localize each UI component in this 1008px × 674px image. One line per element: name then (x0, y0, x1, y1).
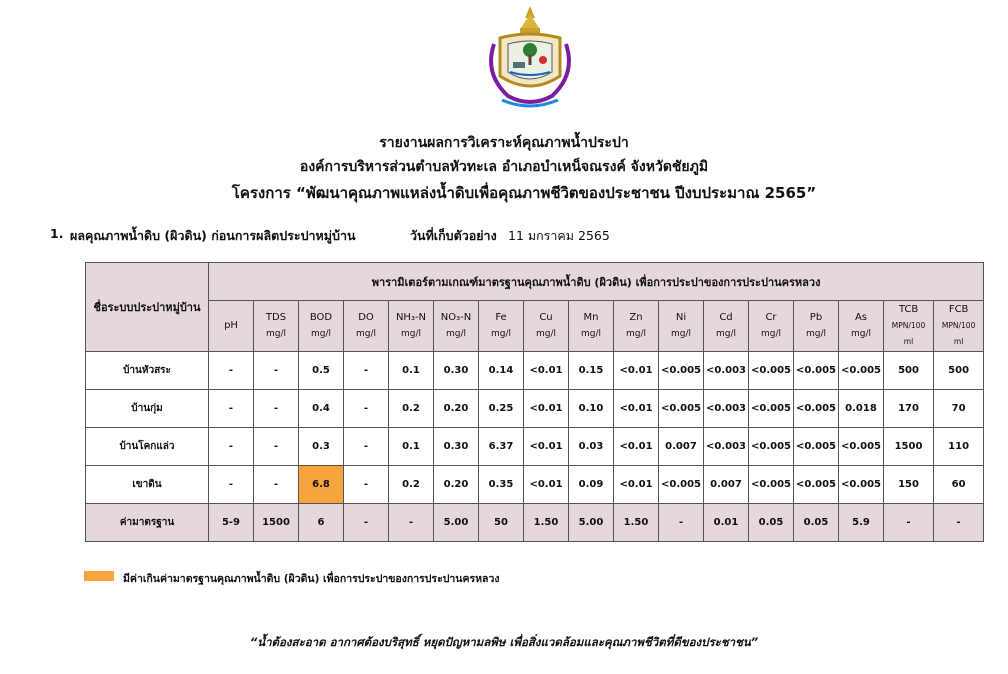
table-cell: <0.005 (839, 466, 884, 504)
parameter-unit: mg/l (625, 329, 646, 339)
sampling-date-label: วันที่เก็บตัวอย่าง (410, 228, 497, 243)
standard-value: 1500 (254, 504, 299, 542)
parameter-header (254, 301, 299, 352)
parameter-unit: mg/l (490, 329, 511, 339)
table-cell: 1500 (884, 428, 934, 466)
table-cell: <0.01 (614, 390, 659, 428)
table-cell: 0.14 (479, 352, 524, 390)
table-cell: 0.018 (839, 390, 884, 428)
table-cell: 0.25 (479, 390, 524, 428)
parameter-group-header: พารามิเตอร์ตามเกณฑ์มาตรฐานคุณภาพน้ำดิบ (ผิวดิน) เพื่อการประปาของการประปานครหลวง (209, 263, 984, 301)
parameter-name: As (854, 312, 868, 323)
parameter-name: Zn (629, 312, 643, 323)
table-row (86, 428, 984, 466)
standard-value: 0.01 (704, 504, 749, 542)
standard-value: 50 (479, 504, 524, 542)
parameter-unit: mg/l (355, 329, 376, 339)
table-cell: 0.20 (434, 466, 479, 504)
parameter-name: Cd (719, 312, 733, 323)
section-number: 1. (50, 226, 64, 241)
slogan: “น้ำต้องสะอาด อากาศต้องบริสุทธิ์ หยุดปัญหามลพิษ เพื่อสิ่งแวดล้อมและคุณภาพชีวิตที่ดีของประชาชน” (249, 635, 759, 649)
parameter-name: Pb (809, 312, 823, 323)
parameter-name: Fe (495, 312, 507, 323)
standard-value: 1.50 (524, 504, 569, 542)
table-cell: <0.005 (749, 352, 794, 390)
section-label: ผลคุณภาพน้ำดิบ (ผิวดิน) ก่อนการผลิตประปาหมู่บ้าน (70, 228, 356, 243)
standard-value: 1.50 (614, 504, 659, 542)
water-quality-table (85, 262, 984, 542)
table-cell: 0.1 (389, 352, 434, 390)
parameter-name: TCB (898, 304, 919, 315)
table-cell: 0.4 (299, 390, 344, 428)
parameter-header (434, 301, 479, 352)
table-cell: 0.20 (434, 390, 479, 428)
parameter-name: NO₃-N (440, 312, 472, 323)
table-cell: - (209, 390, 254, 428)
table-cell: 0.03 (569, 428, 614, 466)
table-cell: <0.01 (524, 466, 569, 504)
parameter-header (749, 301, 794, 352)
parameter-header (659, 301, 704, 352)
parameter-unit: mg/l (760, 329, 781, 339)
table-cell: <0.005 (749, 390, 794, 428)
report-title: รายงานผลการวิเคราะห์คุณภาพน้ำประปา (379, 135, 629, 151)
parameter-header (614, 301, 659, 352)
organization-name: องค์การบริหารส่วนตำบลหัวทะเล อำเภอบำเหน็จณรงค์ จังหวัดชัยภูมิ (299, 159, 709, 175)
table-cell: 0.09 (569, 466, 614, 504)
standard-value: 5.9 (839, 504, 884, 542)
table-cell: 0.007 (659, 428, 704, 466)
standard-value: - (389, 504, 434, 542)
table-cell: - (209, 352, 254, 390)
parameter-unit: mg/l (580, 329, 601, 339)
table-cell: <0.005 (749, 428, 794, 466)
parameter-unit: mg/l (805, 329, 826, 339)
parameter-header (704, 301, 749, 352)
table-cell: 0.5 (299, 352, 344, 390)
parameter-unit: mg/l (445, 329, 466, 339)
table-cell: - (344, 352, 389, 390)
parameter-name: pH (224, 320, 238, 331)
table-cell: 0.2 (389, 466, 434, 504)
table-cell: <0.003 (704, 390, 749, 428)
standard-value: 0.05 (749, 504, 794, 542)
table-cell: - (254, 390, 299, 428)
table-cell: 0.2 (389, 390, 434, 428)
table-row (86, 390, 984, 428)
table-cell: <0.005 (794, 352, 839, 390)
legend-text: มีค่าเกินค่ามาตรฐานคุณภาพน้ำดิบ (ผิวดิน) เพื่อการประปาของการประปานครหลวง (123, 573, 500, 585)
standard-label: ค่ามาตรฐาน (86, 504, 209, 542)
table-cell: <0.01 (524, 352, 569, 390)
table-cell: <0.005 (659, 466, 704, 504)
table-cell: - (209, 466, 254, 504)
table-cell: 0.007 (704, 466, 749, 504)
site-name: บ้านหัวสระ (86, 352, 209, 390)
table-cell: <0.005 (659, 390, 704, 428)
standard-value: - (884, 504, 934, 542)
table-cell: - (209, 428, 254, 466)
table-cell: - (344, 428, 389, 466)
table-cell: <0.01 (614, 352, 659, 390)
table-cell: <0.01 (614, 466, 659, 504)
table-cell: <0.005 (839, 352, 884, 390)
table-cell: <0.005 (794, 390, 839, 428)
parameter-header (839, 301, 884, 352)
parameter-unit: mg/l (715, 329, 736, 339)
standard-value: - (934, 504, 984, 542)
table-cell: <0.01 (524, 428, 569, 466)
sampling-date-value: 11 มกราคม 2565 (508, 228, 610, 243)
table-cell: 70 (934, 390, 984, 428)
table-cell: 110 (934, 428, 984, 466)
standard-value: 6 (299, 504, 344, 542)
table-cell: 0.10 (569, 390, 614, 428)
project-name: โครงการ “พัฒนาคุณภาพแหล่งน้ำดิบเพื่อคุณภาพชีวิตของประชาชน ปีงบประมาณ 2565” (231, 184, 817, 202)
table-cell: - (344, 390, 389, 428)
table-cell: 150 (884, 466, 934, 504)
legend-swatch (84, 571, 114, 581)
table-cell: <0.005 (659, 352, 704, 390)
table-cell: 60 (934, 466, 984, 504)
parameter-header (299, 301, 344, 352)
table-cell: - (254, 466, 299, 504)
table-cell: <0.01 (524, 390, 569, 428)
parameter-name: FCB (948, 304, 969, 315)
standard-value: - (344, 504, 389, 542)
table-cell: 0.15 (569, 352, 614, 390)
table-cell: 0.30 (434, 352, 479, 390)
parameter-name: Ni (675, 312, 687, 323)
table-cell: <0.005 (749, 466, 794, 504)
parameter-header (794, 301, 839, 352)
standard-row (86, 504, 984, 542)
parameter-unit: mg/l (265, 329, 286, 339)
standard-value: 5.00 (434, 504, 479, 542)
table-cell: 500 (884, 352, 934, 390)
table-cell: 6.37 (479, 428, 524, 466)
site-column-header: ชื่อระบบประปาหมู่บ้าน (86, 263, 209, 352)
table-cell: 6.8 (299, 466, 344, 504)
standard-value: 5-9 (209, 504, 254, 542)
table-cell: <0.01 (614, 428, 659, 466)
table-cell: 0.30 (434, 428, 479, 466)
parameter-name: Mn (583, 312, 599, 323)
parameter-unit: ml (903, 337, 914, 346)
parameter-unit: MPN/100 (891, 321, 926, 330)
standard-value: - (659, 504, 704, 542)
parameter-unit: mg/l (310, 329, 331, 339)
table-row (86, 352, 984, 390)
parameter-header (884, 301, 934, 352)
parameter-header (934, 301, 984, 352)
parameter-header (209, 301, 254, 352)
parameter-header (389, 301, 434, 352)
table-cell: 500 (934, 352, 984, 390)
organization-emblem (480, 4, 580, 116)
table-cell: <0.005 (794, 466, 839, 504)
table-cell: - (344, 466, 389, 504)
table-row (86, 466, 984, 504)
parameter-header (479, 301, 524, 352)
site-name: บ้านกุ่ม (86, 390, 209, 428)
table-cell: <0.005 (839, 428, 884, 466)
standard-value: 0.05 (794, 504, 839, 542)
parameter-name: Cu (539, 312, 553, 323)
table-cell: <0.003 (704, 352, 749, 390)
parameter-name: DO (358, 312, 374, 323)
parameter-header (344, 301, 389, 352)
table-cell: 0.35 (479, 466, 524, 504)
table-cell: 0.3 (299, 428, 344, 466)
parameter-unit: mg/l (400, 329, 421, 339)
parameter-header (524, 301, 569, 352)
standard-value: 5.00 (569, 504, 614, 542)
parameter-unit: MPN/100 (941, 321, 976, 330)
parameter-unit: ml (953, 337, 964, 346)
table-cell: <0.005 (794, 428, 839, 466)
site-name: เขาดิน (86, 466, 209, 504)
table-cell: 170 (884, 390, 934, 428)
table-cell: - (254, 352, 299, 390)
parameter-unit: mg/l (535, 329, 556, 339)
parameter-name: NH₃-N (395, 312, 427, 323)
table-cell: <0.003 (704, 428, 749, 466)
parameter-unit: mg/l (670, 329, 691, 339)
parameter-name: Cr (765, 312, 777, 323)
table-cell: 0.1 (389, 428, 434, 466)
parameter-name: BOD (309, 312, 333, 323)
parameter-unit: mg/l (850, 329, 871, 339)
table-cell: - (254, 428, 299, 466)
parameter-header (569, 301, 614, 352)
site-name: บ้านโคกแล่ว (86, 428, 209, 466)
parameter-name: TDS (265, 312, 287, 323)
